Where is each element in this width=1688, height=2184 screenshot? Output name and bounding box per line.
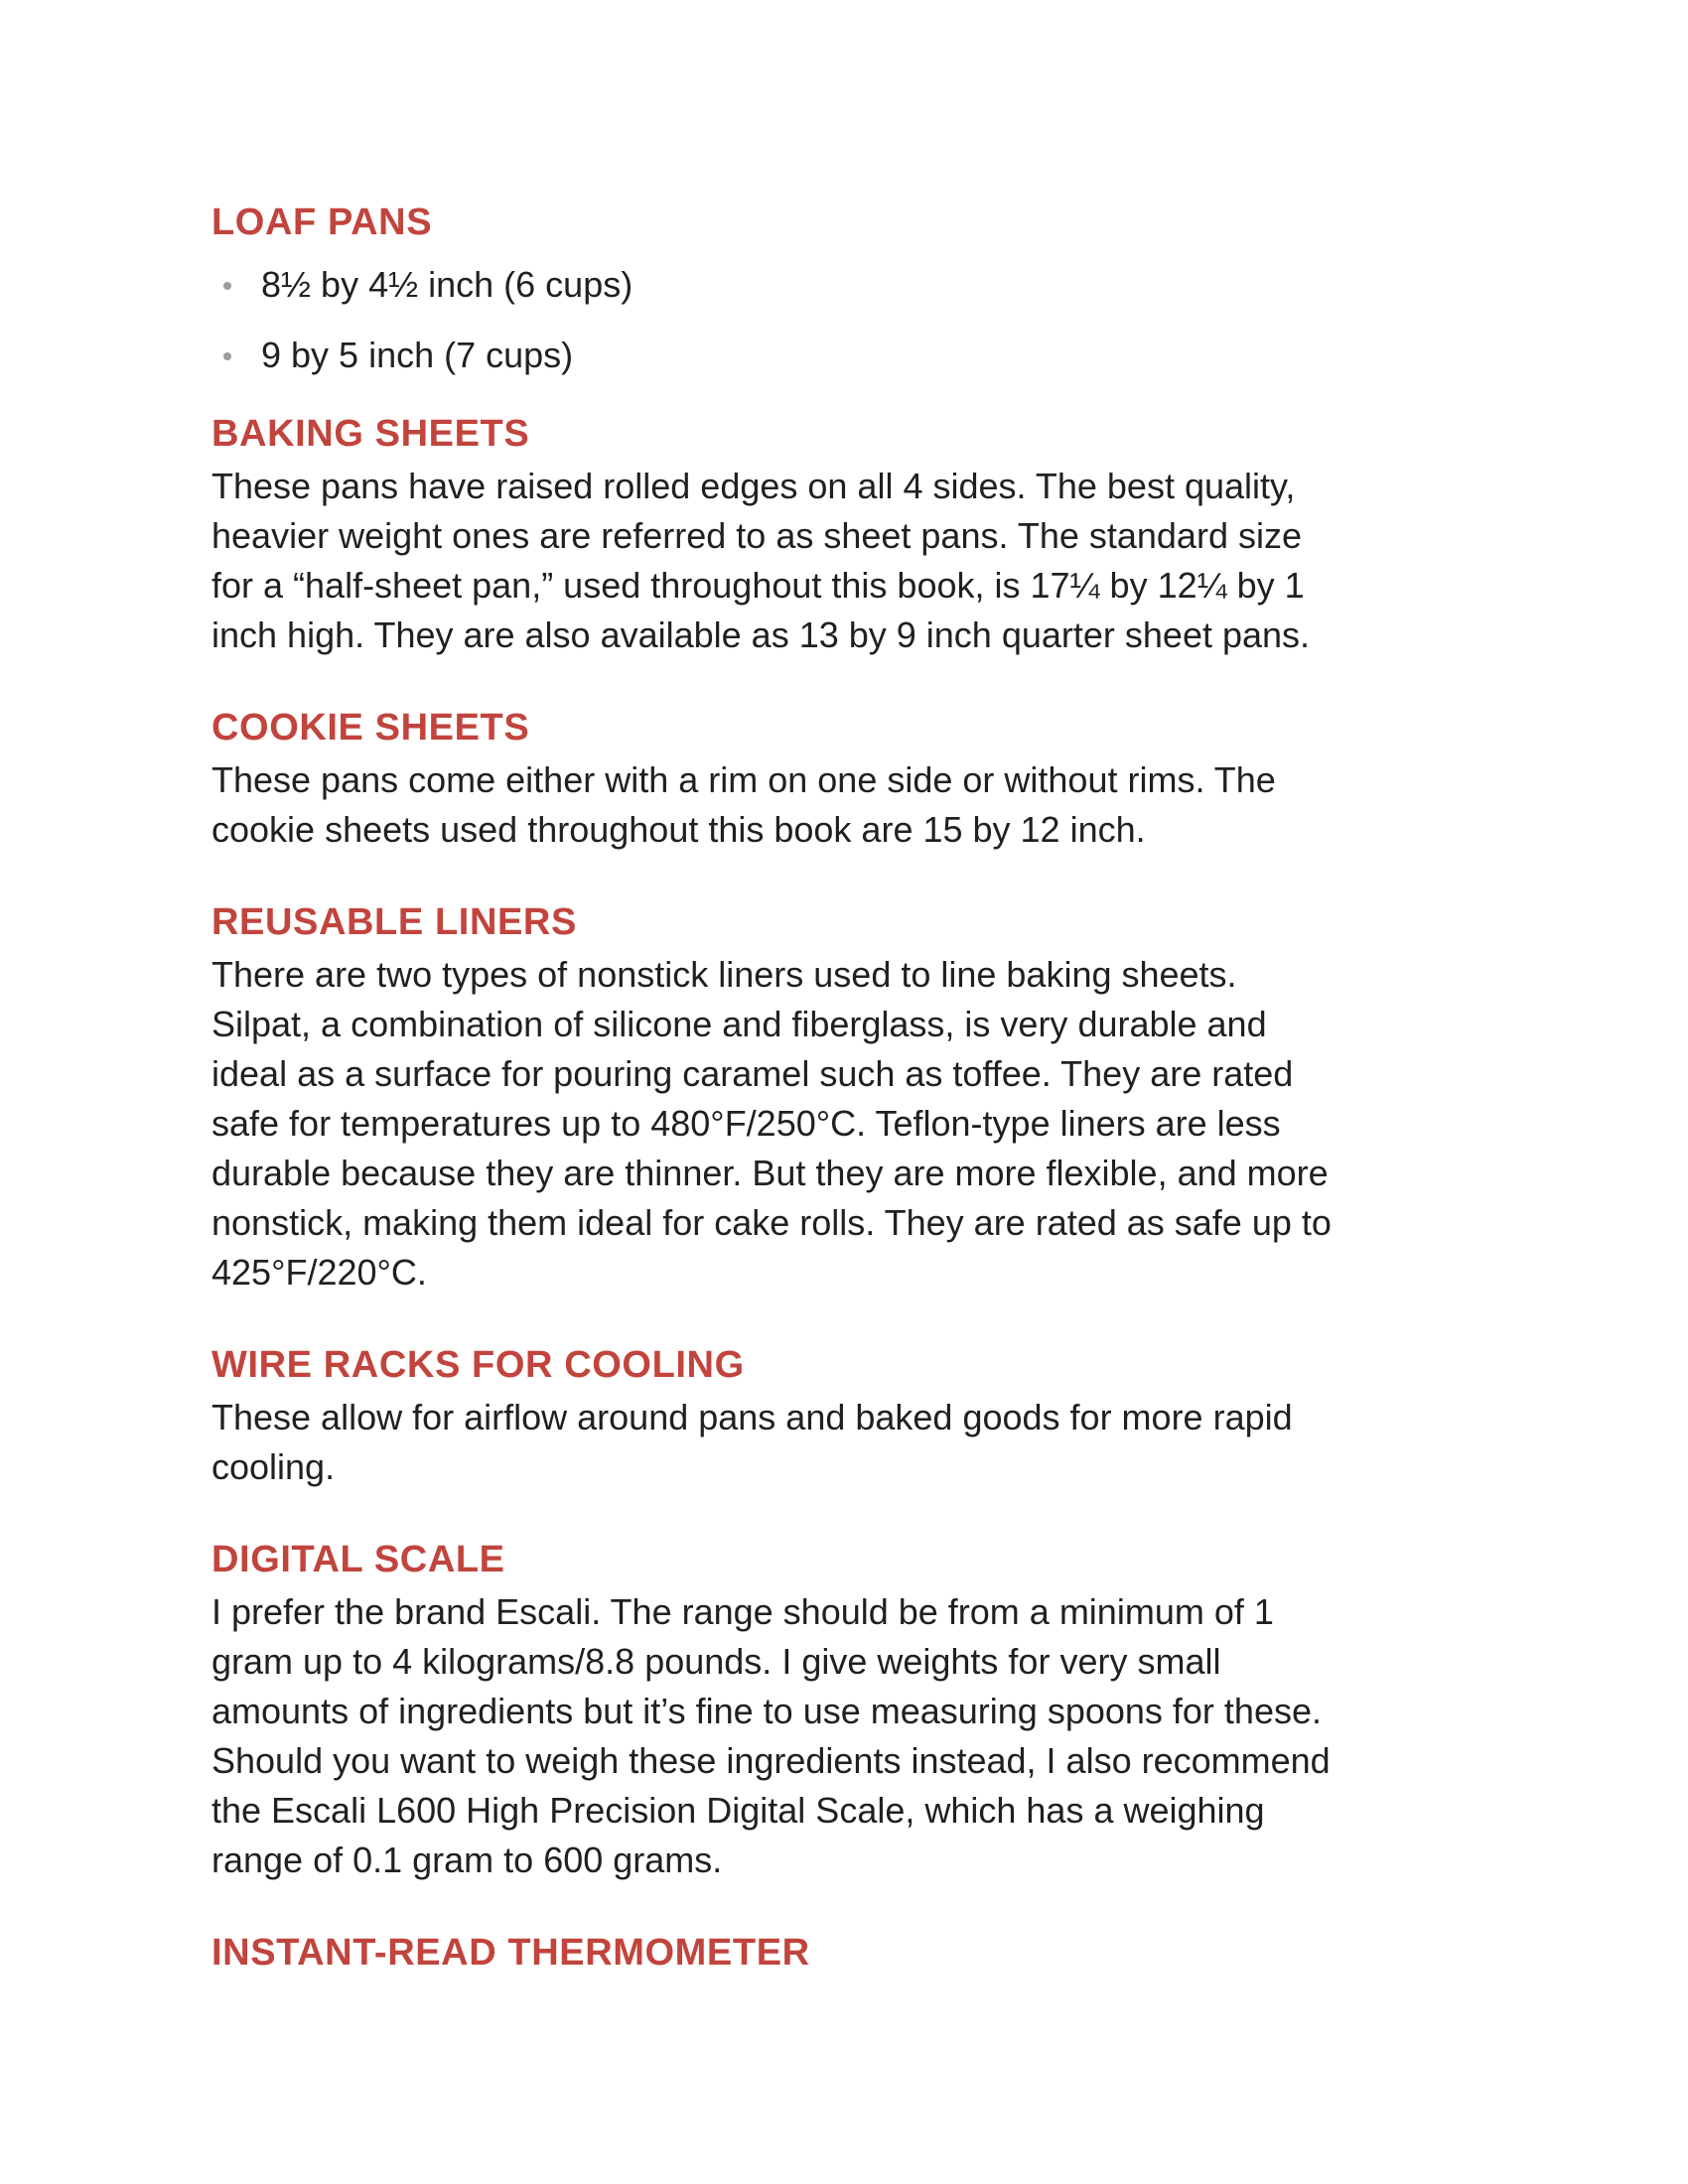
paragraph	[211, 950, 1492, 1297]
paragraph	[211, 755, 1492, 855]
text-line: These allow for airflow around pans and baked goods for more rapid	[211, 1397, 1293, 1437]
paragraph	[211, 1393, 1492, 1492]
section-heading: COOKIE SHEETS	[211, 707, 530, 749]
section-heading: BAKING SHEETS	[211, 413, 530, 455]
text-line: for a “half-sheet pan,” used throughout this book, is 17¼ by 12¼ by 1	[211, 565, 1305, 606]
text-line: safe for temperatures up to 480°F/250°C. Teflon-type liners are less	[211, 1103, 1281, 1144]
list-item	[211, 331, 1492, 380]
text-line: ideal as a surface for pouring caramel such as toffee. They are rated	[211, 1053, 1294, 1094]
list-item	[211, 260, 1492, 310]
section-reusable-liners	[211, 894, 1492, 1297]
section-cookie-sheets	[211, 700, 1492, 855]
text-line: I prefer the brand Escali. The range should be from a minimum of 1	[211, 1591, 1274, 1632]
section-heading: INSTANT-READ THERMOMETER	[211, 1932, 810, 1974]
text-line: amounts of ingredients but it’s fine to use measuring spoons for these.	[211, 1691, 1322, 1731]
bullet-list	[211, 260, 1492, 380]
list-item-text: 9 by 5 inch (7 cups)	[261, 335, 574, 375]
section-heading: REUSABLE LINERS	[211, 901, 577, 943]
text-line: the Escali L600 High Precision Digital Scale, which has a weighing	[211, 1790, 1265, 1831]
text-line: These pans have raised rolled edges on all 4 sides. The best quality,	[211, 466, 1296, 506]
text-line: heavier weight ones are referred to as sheet pans. The standard size	[211, 515, 1302, 556]
text-line: inch high. They are also available as 13 by 9 inch quarter sheet pans.	[211, 614, 1311, 655]
section-heading: LOAF PANS	[211, 202, 433, 243]
section-instant-read-thermometer	[211, 1925, 1492, 1980]
bullet-icon	[223, 352, 231, 360]
section-heading: WIRE RACKS FOR COOLING	[211, 1344, 745, 1386]
text-line: 425°F/220°C.	[211, 1252, 427, 1293]
text-line: There are two types of nonstick liners used to line baking sheets.	[211, 954, 1237, 995]
document-page	[211, 195, 1492, 1980]
text-line: nonstick, making them ideal for cake rolls. They are rated as safe up to	[211, 1202, 1332, 1243]
text-line: range of 0.1 gram to 600 grams.	[211, 1840, 723, 1880]
section-baking-sheets	[211, 406, 1492, 660]
list-item-text: 8½ by 4½ inch (6 cups)	[261, 264, 633, 305]
section-digital-scale	[211, 1532, 1492, 1885]
section-loaf-pans	[211, 195, 1492, 380]
paragraph	[211, 1587, 1492, 1885]
text-line: These pans come either with a rim on one side or without rims. The	[211, 759, 1276, 800]
section-heading: DIGITAL SCALE	[211, 1539, 505, 1580]
text-line: cooling.	[211, 1446, 336, 1487]
text-line: cookie sheets used throughout this book are 15 by 12 inch.	[211, 809, 1146, 850]
text-line: durable because they are thinner. But they are more flexible, and more	[211, 1153, 1329, 1193]
text-line: Should you want to weigh these ingredients instead, I also recommend	[211, 1740, 1331, 1781]
paragraph	[211, 462, 1492, 660]
bullet-icon	[223, 282, 231, 290]
text-line: Silpat, a combination of silicone and fiberglass, is very durable and	[211, 1004, 1267, 1044]
text-line: gram up to 4 kilograms/8.8 pounds. I give weights for very small	[211, 1641, 1221, 1682]
section-wire-racks	[211, 1337, 1492, 1492]
